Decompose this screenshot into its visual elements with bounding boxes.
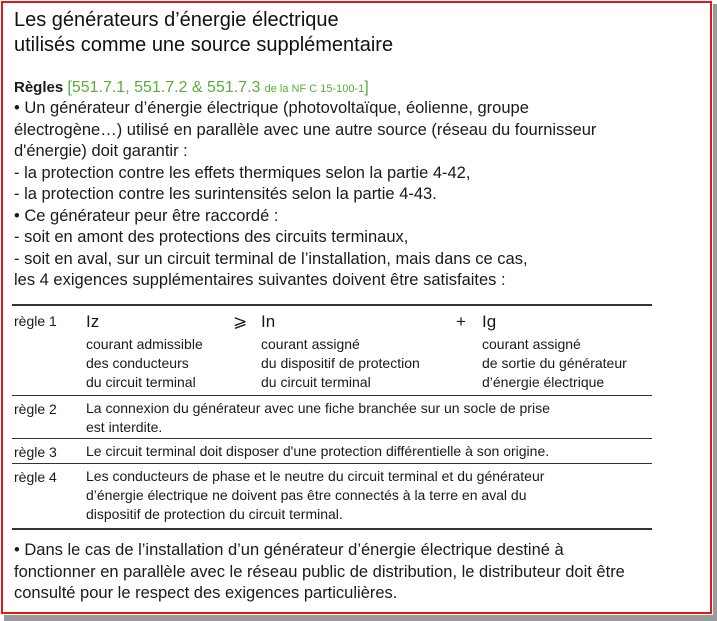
ig-symbol: Ig bbox=[482, 312, 497, 331]
frame-shadow-right bbox=[713, 4, 717, 618]
rule-2-text bbox=[86, 399, 550, 437]
intro-line: - la protection contre les effets thermiques selon la partie 4-42, bbox=[14, 163, 471, 182]
title-line-1: Les générateurs d’énergie électrique bbox=[14, 9, 339, 31]
rule-1-label: règle 1 bbox=[14, 313, 57, 329]
in-symbol: In bbox=[261, 312, 276, 331]
frame-shadow-bottom bbox=[4, 615, 717, 621]
desc-line: de sortie du générateur bbox=[482, 355, 627, 371]
desc-line: courant assigné bbox=[482, 336, 581, 352]
intro-line: les 4 exigences supplémentaires suivantes doivent être satisfaites : bbox=[14, 271, 506, 289]
final-line: consulté pour le respect des exigences particulières. bbox=[14, 584, 398, 602]
desc-line: courant admissible bbox=[86, 336, 203, 352]
desc-line: d’énergie électrique bbox=[482, 374, 605, 390]
rules-norm: de la NF C 15-100-1 bbox=[264, 83, 365, 95]
intro-line: électrogène…) utilisé en parallèle avec une autre source (réseau du fournisseur bbox=[14, 120, 597, 139]
desc-line: des conducteurs bbox=[86, 355, 189, 371]
rule-line: d’énergie électrique ne doivent pas être connectés à la terre en aval du bbox=[86, 487, 527, 503]
iz-symbol: Iz bbox=[86, 312, 100, 331]
title-line-2: utilisés comme une source supplémentaire bbox=[14, 34, 394, 56]
geq-symbol: ⩾ bbox=[233, 312, 248, 331]
table-top-rule bbox=[12, 304, 652, 306]
intro-line: - soit en amont des protections des circuits terminaux, bbox=[14, 228, 409, 246]
table-row-divider bbox=[12, 395, 652, 396]
final-paragraph bbox=[14, 540, 704, 605]
rules-label: Règles bbox=[14, 79, 64, 96]
desc-line: du circuit terminal bbox=[86, 374, 196, 390]
desc-line: courant assigné bbox=[261, 336, 360, 352]
rule-2-label: règle 2 bbox=[14, 401, 57, 417]
desc-line: du dispositif de protection bbox=[261, 355, 420, 371]
intro-line: • Ce générateur peur être raccordé : bbox=[14, 206, 279, 225]
rule-line: dispositif de protection du circuit terminal. bbox=[86, 506, 343, 522]
rule-line: est interdite. bbox=[86, 419, 163, 435]
ig-description bbox=[482, 335, 627, 392]
rule-3-label: règle 3 bbox=[14, 444, 57, 460]
table-row-divider bbox=[12, 438, 652, 439]
intro-line: • Un générateur d’énergie électrique (photovoltaïque, éolienne, groupe bbox=[14, 99, 529, 117]
in-description bbox=[261, 335, 420, 392]
plus-symbol: + bbox=[456, 312, 466, 331]
intro-paragraph bbox=[14, 98, 704, 292]
desc-line: du circuit terminal bbox=[261, 374, 371, 390]
rules-heading bbox=[14, 78, 369, 99]
page-title bbox=[14, 8, 694, 58]
table-bottom-rule bbox=[12, 528, 652, 530]
intro-line: d'énergie) doit garantir : bbox=[14, 142, 188, 160]
final-line: fonctionner en parallèle avec le réseau public de distribution, le distributeur doit être bbox=[14, 562, 625, 581]
rules-refs: [551.7.1, 551.7.2 & 551.7.3 bbox=[67, 79, 261, 96]
table-row-divider bbox=[12, 463, 652, 464]
rule-line: La connexion du générateur avec une fiche branchée sur un socle de prise bbox=[86, 400, 550, 416]
rule-4-text bbox=[86, 467, 544, 524]
final-line: • Dans le cas de l’installation d’un générateur d’énergie électrique destiné à bbox=[14, 541, 564, 559]
rule-4-label: règle 4 bbox=[14, 469, 57, 485]
iz-description bbox=[86, 335, 203, 392]
rules-close: ] bbox=[364, 79, 369, 96]
rule-line: Les conducteurs de phase et le neutre du circuit terminal et du générateur bbox=[86, 468, 545, 484]
rule-3-text bbox=[86, 442, 549, 461]
rule-line: Le circuit terminal doit disposer d'une protection différentielle à son origine. bbox=[86, 443, 550, 459]
intro-line: - la protection contre les surintensités selon la partie 4-43. bbox=[14, 185, 437, 203]
intro-line: - soit en aval, sur un circuit terminal de l’installation, mais dans ce cas, bbox=[14, 249, 528, 268]
